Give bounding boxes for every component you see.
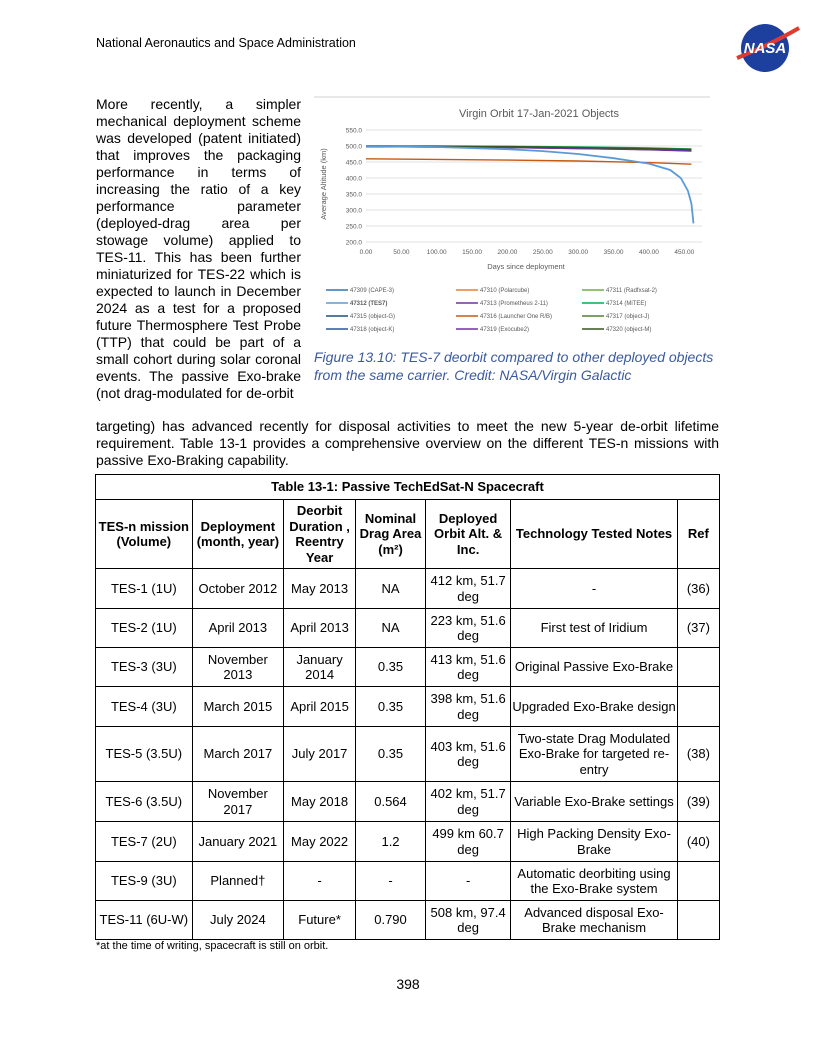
chart-title: Virgin Orbit 17-Jan-2021 Objects <box>459 108 619 120</box>
table-cell: NA <box>356 569 426 609</box>
table-header-cell: Technology Tested Notes <box>511 500 678 569</box>
table-cell: TES-9 (3U) <box>96 862 193 901</box>
table-cell: Automatic deorbiting using the Exo-Brake system <box>511 862 678 901</box>
table-cell: (40) <box>677 822 719 862</box>
x-tick-label: 350.00 <box>603 249 624 256</box>
table-cell: 398 km, 51.6 deg <box>425 687 510 727</box>
table-row <box>96 822 720 862</box>
table-header-cell: TES-n mission (Volume) <box>96 500 193 569</box>
table-cell: - <box>511 569 678 609</box>
table-cell: January 2014 <box>284 648 356 687</box>
table-cell: 412 km, 51.7 deg <box>425 569 510 609</box>
table-cell: Future* <box>284 901 356 940</box>
legend-label: 47311 (Radfxsat-2) <box>606 288 657 294</box>
legend-label: 47316 (Launcher One R/B) <box>480 314 553 320</box>
table-cell: - <box>356 862 426 901</box>
table-cell: TES-3 (3U) <box>96 648 193 687</box>
y-tick-label: 500.0 <box>345 143 362 151</box>
legend-label: 47313 (Prometheus 2-11) <box>480 301 548 307</box>
x-tick-label: 450.00 <box>674 249 695 256</box>
x-tick-label: 200.00 <box>497 249 518 256</box>
y-tick-label: 300.0 <box>345 207 362 215</box>
legend-label: 47315 (object-G) <box>350 314 396 320</box>
y-tick-label: 350.0 <box>345 191 362 199</box>
x-tick-label: 100.00 <box>426 249 447 256</box>
table-row <box>96 727 720 782</box>
table-cell: 0.35 <box>356 727 426 782</box>
table-cell: Advanced disposal Exo-Brake mechanism <box>511 901 678 940</box>
table-header-cell: Deployment (month, year) <box>192 500 283 569</box>
legend-item <box>326 288 394 294</box>
series-line <box>366 146 694 223</box>
table-cell: January 2021 <box>192 822 283 862</box>
legend-item <box>456 301 548 307</box>
y-tick-label: 200.0 <box>345 239 362 247</box>
table-cell: TES-2 (1U) <box>96 609 193 648</box>
x-tick-label: 250.00 <box>532 249 553 256</box>
x-tick-label: 150.00 <box>462 249 483 256</box>
legend-item <box>326 327 394 333</box>
table-cell: (38) <box>677 727 719 782</box>
svg-text:NASA: NASA <box>743 40 787 57</box>
legend-label: 47314 (MiTEE) <box>606 301 647 307</box>
table-title: Table 13-1: Passive TechEdSat-N Spacecraft <box>96 475 720 500</box>
table-cell: 499 km 60.7 deg <box>425 822 510 862</box>
table-cell: (39) <box>677 782 719 822</box>
legend-item <box>326 301 387 307</box>
table-cell: April 2015 <box>284 687 356 727</box>
table-cell: TES-5 (3.5U) <box>96 727 193 782</box>
table-cell: July 2024 <box>192 901 283 940</box>
legend-item <box>456 314 552 320</box>
chart-ylabel: Average Altitude (km) <box>319 148 328 220</box>
table-cell: 0.790 <box>356 901 426 940</box>
legend-label: 47320 (object-M) <box>606 327 652 333</box>
table-header-cell: Ref <box>677 500 719 569</box>
table-header-cell: Nominal Drag Area (m²) <box>356 500 426 569</box>
table-row <box>96 782 720 822</box>
table-cell: (36) <box>677 569 719 609</box>
legend-item <box>456 327 529 333</box>
table-row <box>96 569 720 609</box>
legend-item <box>456 288 529 294</box>
table-cell: TES-6 (3.5U) <box>96 782 193 822</box>
body-paragraph-part2: targeting) has advanced recently for disposal activities to meet the new 5-year de-orbit lifetime requirement. Table 13-1 provides a comprehensive overview on the different TES-n missions with passive Exo-Braking capability. <box>96 418 719 468</box>
altitude-chart <box>314 96 710 346</box>
table-cell: May 2018 <box>284 782 356 822</box>
legend-label: 47309 (CAPE-3) <box>350 288 395 294</box>
table-cell: 223 km, 51.6 deg <box>425 609 510 648</box>
figure-caption: Figure 13.10: TES-7 deorbit compared to other deployed objects from the same carrier. Credit: NASA/Virgin Galactic <box>314 349 714 383</box>
table-cell: - <box>284 862 356 901</box>
table-cell: May 2022 <box>284 822 356 862</box>
x-tick-label: 300.00 <box>568 249 589 256</box>
legend-item <box>582 301 646 307</box>
legend-label: 47317 (object-J) <box>606 314 650 320</box>
table-cell: 508 km, 97.4 deg <box>425 901 510 940</box>
y-tick-label: 250.0 <box>345 223 362 231</box>
legend-item <box>582 327 651 333</box>
table-cell: 403 km, 51.6 deg <box>425 727 510 782</box>
table-row <box>96 687 720 727</box>
table-cell: 0.564 <box>356 782 426 822</box>
table-cell: Variable Exo-Brake settings <box>511 782 678 822</box>
footnote: *at the time of writing, spacecraft is still on orbit. <box>96 940 329 952</box>
table-cell: TES-11 (6U-W) <box>96 901 193 940</box>
table-cell: April 2013 <box>284 609 356 648</box>
x-tick-label: 50.00 <box>393 249 410 256</box>
nasa-logo <box>729 22 801 74</box>
table-header-cell: Deployed Orbit Alt. & Inc. <box>425 500 510 569</box>
header-org: National Aeronautics and Space Administration <box>96 36 356 50</box>
table-cell: May 2013 <box>284 569 356 609</box>
legend-item <box>582 288 657 294</box>
table-cell: 413 km, 51.6 deg <box>425 648 510 687</box>
page-number: 398 <box>396 976 420 992</box>
table-cell: Original Passive Exo-Brake <box>511 648 678 687</box>
table-cell: NA <box>356 609 426 648</box>
legend-item <box>326 314 395 320</box>
table-row <box>96 862 720 901</box>
table-cell: TES-4 (3U) <box>96 687 193 727</box>
table-cell: November 2017 <box>192 782 283 822</box>
table-cell: July 2017 <box>284 727 356 782</box>
table-cell: (37) <box>677 609 719 648</box>
table-cell <box>677 862 719 901</box>
table-cell: October 2012 <box>192 569 283 609</box>
body-paragraph-part1: More recently, a simpler mechanical deployment scheme was developed (patent initiated) that improves the packaging performance in terms of increasing the ratio of a key performance parameter (deployed-drag area per stowage volume) applied to TES-11. This has been further miniaturized for TES-22 which is expected to launch in December 2024 as a test for a proposed future Thermosphere Test Probe (TTP) that could be part of a small cohort during solar coronal events. The passive Exo-brake (not drag-modulated for de-orbit <box>96 96 301 401</box>
y-tick-label: 450.0 <box>345 159 362 167</box>
chart-xlabel: Days since deployment <box>487 262 565 271</box>
table-cell: 0.35 <box>356 648 426 687</box>
table-cell: Two-state Drag Modulated Exo-Brake for targeted re-entry <box>511 727 678 782</box>
legend-label: 47310 (Polarcube) <box>480 288 530 294</box>
table-cell: First test of Iridium <box>511 609 678 648</box>
table-cell: 0.35 <box>356 687 426 727</box>
y-tick-label: 550.0 <box>345 127 362 135</box>
table-cell: March 2017 <box>192 727 283 782</box>
table-row <box>96 901 720 940</box>
legend-label: 47318 (object-K) <box>350 327 395 333</box>
legend-item <box>582 314 649 320</box>
x-tick-label: 400.00 <box>639 249 659 256</box>
table-cell: High Packing Density Exo-Brake <box>511 822 678 862</box>
table-cell: April 2013 <box>192 609 283 648</box>
table-cell: March 2015 <box>192 687 283 727</box>
table-row <box>96 609 720 648</box>
tes-table <box>95 474 720 940</box>
table-cell: Planned† <box>192 862 283 901</box>
table-cell: Upgraded Exo-Brake design <box>511 687 678 727</box>
table-cell: TES-7 (2U) <box>96 822 193 862</box>
table-cell <box>677 648 719 687</box>
legend-label: 47312 (TES7) <box>350 301 388 307</box>
table-cell: 1.2 <box>356 822 426 862</box>
table-cell: 402 km, 51.7 deg <box>425 782 510 822</box>
table-header-cell: Deorbit Duration , Reentry Year <box>284 500 356 569</box>
legend-label: 47319 (Exocube2) <box>480 327 530 333</box>
x-tick-label: 0.00 <box>359 249 373 256</box>
table-cell: TES-1 (1U) <box>96 569 193 609</box>
table-cell: November 2013 <box>192 648 283 687</box>
y-tick-label: 400.0 <box>345 175 362 183</box>
table-cell <box>677 901 719 940</box>
table-cell <box>677 687 719 727</box>
table-cell: - <box>425 862 510 901</box>
table-row <box>96 648 720 687</box>
